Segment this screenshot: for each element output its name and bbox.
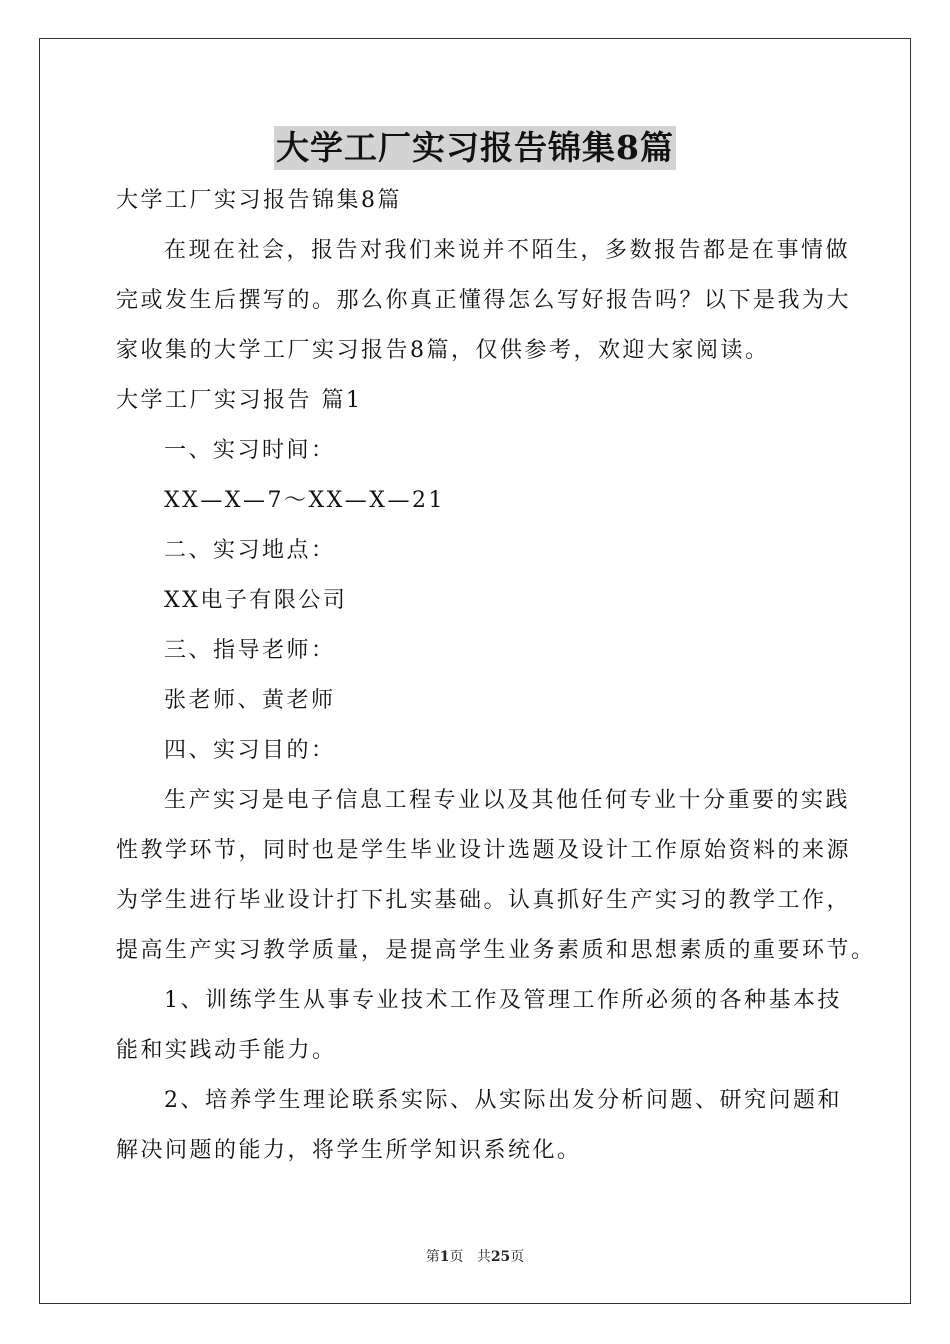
- body-line: 能和实践动手能力。: [116, 1038, 337, 1063]
- body-line: 解决问题的能力，将学生所学知识系统化。: [116, 1138, 582, 1163]
- title-container: [0, 126, 950, 170]
- page-prefix: 第: [425, 1249, 440, 1265]
- body-line: 提高生产实习教学质量，是提高学生业务素质和思想素质的重要环节。: [116, 938, 876, 963]
- page-suffix: 页: [449, 1249, 464, 1265]
- page-footer: [0, 1246, 950, 1266]
- body-line: 在现在社会，报告对我们来说并不陌生，多数报告都是在事情做: [164, 238, 851, 263]
- section-heading: 大学工厂实习报告 篇1: [116, 388, 363, 413]
- body-line: 四、实习目的：: [164, 738, 336, 763]
- body-line: 一、实习时间：: [164, 438, 336, 463]
- body-line: XX—X—7～XX—X—21: [164, 488, 445, 513]
- current-page-number: 1: [439, 1249, 450, 1265]
- body-line: 三、指导老师：: [164, 638, 336, 663]
- body-line: 张老师、黄老师: [164, 688, 336, 713]
- total-pages-number: 25: [490, 1249, 511, 1265]
- body-line: 完或发生后撰写的。那么你真正懂得怎么写好报告吗？以下是我为大: [116, 288, 852, 313]
- document-body: [116, 176, 876, 1176]
- total-suffix: 页: [510, 1249, 525, 1265]
- body-line: XX电子有限公司: [164, 588, 348, 613]
- body-line: 大学工厂实习报告锦集8篇: [116, 188, 402, 213]
- body-line: 性教学环节，同时也是学生毕业设计选题及设计工作原始资料的来源: [116, 838, 852, 863]
- body-line: 为学生进行毕业设计打下扎实基础。认真抓好生产实习的教学工作，: [116, 888, 852, 913]
- body-line: 二、实习地点：: [164, 538, 336, 563]
- total-prefix: 共: [476, 1249, 491, 1265]
- body-line: 2、培养学生理论联系实际、从实际出发分析问题、研究问题和: [164, 1088, 842, 1113]
- body-line: 1、训练学生从事专业技术工作及管理工作所必须的各种基本技: [164, 988, 842, 1013]
- body-line: 家收集的大学工厂实习报告8篇，仅供参考，欢迎大家阅读。: [116, 338, 770, 363]
- body-line: 生产实习是电子信息工程专业以及其他任何专业十分重要的实践: [164, 788, 851, 813]
- document-title: 大学工厂实习报告锦集8篇: [274, 126, 676, 170]
